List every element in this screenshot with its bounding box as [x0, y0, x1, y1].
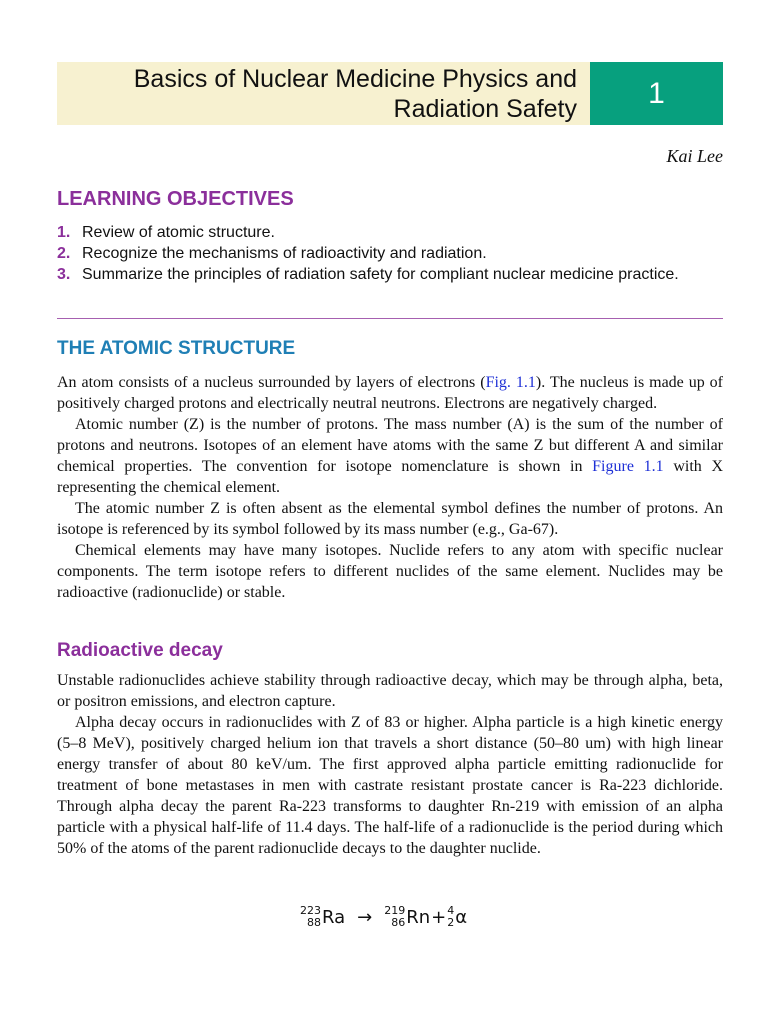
objective-text: Review of atomic structure. [82, 224, 275, 241]
objective-number: 3. [57, 266, 71, 283]
atomic-number: 88 [307, 916, 321, 929]
radioactive-decay-heading: Radioactive decay [57, 640, 223, 661]
paragraph: Alpha decay occurs in radionuclides with Z of 83 or higher. Alpha particle is a high kinetic energy (5–8 MeV), positively charged helium ion that travels a short distance (50–80 um) with high linear energy transfer of about 80 keV/um. The first approved alpha particle emitting radionuclide for treatment of bone metastases in men with castrate resistant prostate cancer is Ra-223 dichloride. Through alpha decay the parent Ra-223 transforms to daughter Rn-219 with emission of an alpha particle with a physical half-life of 11.4 days. The half-life of a radionuclide is the period during which 50% of the atoms of the parent radionuclide decays to the daughter nuclide. [57, 714, 723, 857]
figure-link[interactable]: Fig. 1.1 [485, 374, 536, 391]
element-symbol: Rn [406, 906, 431, 928]
chapter-banner [57, 62, 723, 125]
chapter-title-line1: Basics of Nuclear Medicine Physics and [133, 64, 577, 93]
objective-item [57, 222, 723, 243]
paragraph-text: An atom consists of a nucleus surrounded by layers of electrons ( [57, 374, 486, 391]
section-divider [57, 318, 723, 319]
atomic-number: 86 [391, 916, 406, 929]
paragraph: Unstable radionuclides achieve stability through radioactive decay, which may be through alpha, beta, or positron emissions, and electron capture. [57, 672, 723, 710]
chapter-title [57, 62, 590, 125]
mass-number: 4 [447, 904, 455, 917]
paragraph [57, 414, 723, 498]
reaction-arrow: → [357, 906, 373, 928]
radioactive-decay-body [57, 670, 723, 859]
mass-number: 223 [300, 904, 321, 917]
particle-symbol: α [455, 906, 468, 928]
objective-number: 1. [57, 224, 71, 241]
atomic-structure-heading: THE ATOMIC STRUCTURE [57, 338, 296, 359]
daughter-nuclide [384, 905, 430, 929]
alpha-particle [447, 905, 467, 929]
paragraph-text: ). The nucleus is made up of positively charged protons and electrically neutral neutrons. Electrons are negatively charged. [57, 374, 724, 412]
paragraph-text: with X representing the chemical element. [57, 458, 724, 496]
chapter-title-line2: Radiation Safety [393, 94, 577, 123]
figure-link[interactable]: Figure 1.1 [592, 458, 664, 475]
element-symbol: Ra [322, 906, 346, 928]
objective-text: Summarize the principles of radiation safety for compliant nuclear medicine practice. [82, 266, 679, 283]
plus-sign: + [431, 906, 447, 928]
parent-nuclide [300, 905, 345, 929]
nuclide-scripts [384, 905, 405, 929]
objective-item [57, 243, 723, 264]
learning-objectives-heading: LEARNING OBJECTIVES [57, 188, 294, 210]
author-name: Kai Lee [666, 146, 723, 166]
decay-equation [300, 900, 467, 934]
objective-item [57, 264, 723, 285]
chapter-number: 1 [590, 62, 723, 125]
nuclide-scripts [300, 905, 321, 929]
paragraph-text: Atomic number (Z) is the number of protons. The mass number (A) is the sum of the number of protons and neutrons. Isotopes of an element have atoms with the same Z but different A and similar chemical properties. The convention for isotope nomenclature is shown in [57, 416, 723, 475]
objective-text: Recognize the mechanisms of radioactivity and radiation. [82, 245, 487, 262]
paragraph: The atomic number Z is often absent as the elemental symbol defines the number of protons. An isotope is referenced by its symbol followed by its mass number (e.g., Ga-67). [57, 500, 723, 538]
nuclide-scripts [447, 905, 454, 929]
atomic-structure-body [57, 372, 723, 603]
paragraph: Chemical elements may have many isotopes. Nuclide refers to any atom with specific nuclear components. The term isotope refers to different nuclides of the same element. Nuclides may be radioactive (radionuclide) or stable. [57, 542, 723, 601]
paragraph [57, 372, 723, 414]
objective-number: 2. [57, 245, 71, 262]
learning-objectives-list [57, 222, 723, 285]
atomic-number: 2 [447, 916, 455, 929]
mass-number: 219 [384, 904, 406, 917]
